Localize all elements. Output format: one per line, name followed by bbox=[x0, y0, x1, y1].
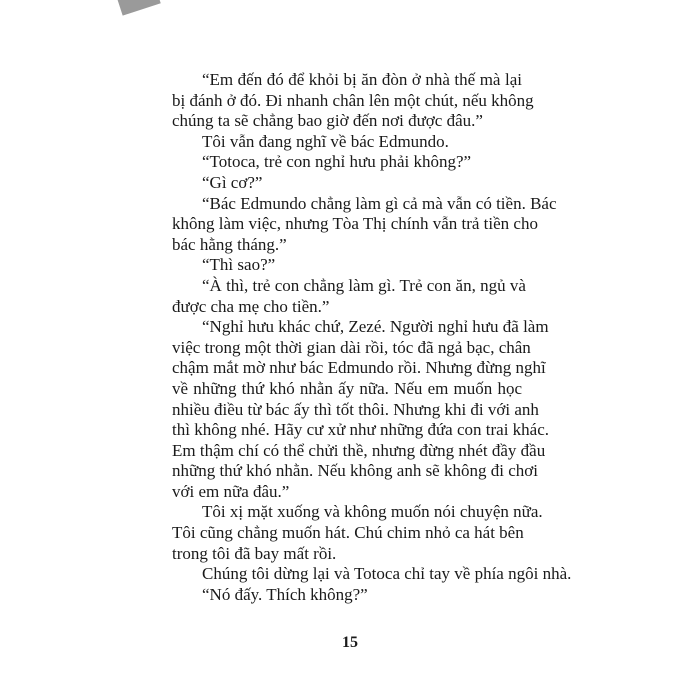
text-line: Tôi cũng chẳng muốn hát. Chú chim nhỏ ca hát bên bbox=[172, 523, 524, 543]
text-line: “Em đến đó để khỏi bị ăn đòn ở nhà thế mà lại bbox=[202, 70, 522, 89]
paragraph bbox=[172, 564, 572, 585]
text-line: “Gì cơ?” bbox=[202, 172, 263, 192]
text-line: “Nó đấy. Thích không?” bbox=[202, 584, 368, 604]
text-line: “Nghỉ hưu khác chứ, Zezé. Người nghỉ hưu đã làm bbox=[202, 317, 549, 337]
text-line: những thứ khó nhằn. Nếu không anh sẽ không đi chơi bbox=[172, 461, 538, 481]
page-number: 15 bbox=[342, 634, 358, 651]
text-line: chúng ta sẽ chẳng bao giờ đến nơi được đâu.” bbox=[172, 111, 483, 131]
paragraph bbox=[172, 502, 543, 564]
paragraph bbox=[172, 173, 522, 194]
text-line: Tôi vẫn đang nghĩ về bác Edmundo. bbox=[202, 131, 449, 151]
text-line: bác hằng tháng.” bbox=[172, 234, 287, 254]
paragraph bbox=[172, 193, 557, 256]
paragraph bbox=[172, 152, 522, 173]
text-line: trong tôi đã bay mất rồi. bbox=[172, 543, 337, 563]
text-line: “Totoca, trẻ con nghỉ hưu phải không?” bbox=[202, 152, 472, 172]
paragraph bbox=[172, 585, 522, 606]
paragraph bbox=[172, 255, 522, 276]
text-line: về những thứ khó nhằn ấy nữa. Nếu em muốn học bbox=[172, 378, 522, 398]
text-line: Em thậm chí có thể chửi thề, nhưng đừng nhét đầy đầu bbox=[172, 440, 546, 460]
text-line: được cha mẹ cho tiền.” bbox=[172, 296, 330, 316]
paragraph bbox=[172, 70, 534, 132]
text-line: không làm việc, nhưng Tòa Thị chính vẫn trả tiền cho bbox=[172, 214, 538, 234]
text-line: bị đánh ở đó. Đi nhanh chân lên một chút, nếu không bbox=[172, 90, 534, 110]
text-line: chậm mắt mờ như bác Edmundo rồi. Nhưng đừng nghĩ bbox=[172, 358, 546, 378]
paragraph bbox=[172, 317, 550, 502]
book-page-text bbox=[172, 70, 572, 605]
scan-edge-shadow bbox=[115, 0, 160, 16]
text-line: việc trong một thời gian dài rồi, tóc đã ngả bạc, chân bbox=[172, 337, 531, 357]
text-line: Tôi xị mặt xuống và không muốn nói chuyện nữa. bbox=[202, 502, 543, 522]
text-line: “Thì sao?” bbox=[202, 255, 276, 275]
text-line: với em nữa đâu.” bbox=[172, 481, 290, 501]
text-line: Chúng tôi dừng lại và Totoca chỉ tay về phía ngôi nhà. bbox=[202, 564, 572, 584]
text-line: “Bác Edmundo chẳng làm gì cả mà vẫn có tiền. Bác bbox=[202, 193, 557, 213]
paragraph bbox=[172, 275, 526, 317]
text-line: “À thì, trẻ con chẳng làm gì. Trẻ con ăn, ngủ và bbox=[202, 275, 526, 295]
text-line: nhiều điều từ bác ấy thì tốt thôi. Nhưng khi đi với anh bbox=[172, 399, 539, 419]
text-line: thì không nhé. Hãy cư xử như những đứa con trai khác. bbox=[172, 420, 550, 440]
paragraph bbox=[172, 132, 522, 153]
